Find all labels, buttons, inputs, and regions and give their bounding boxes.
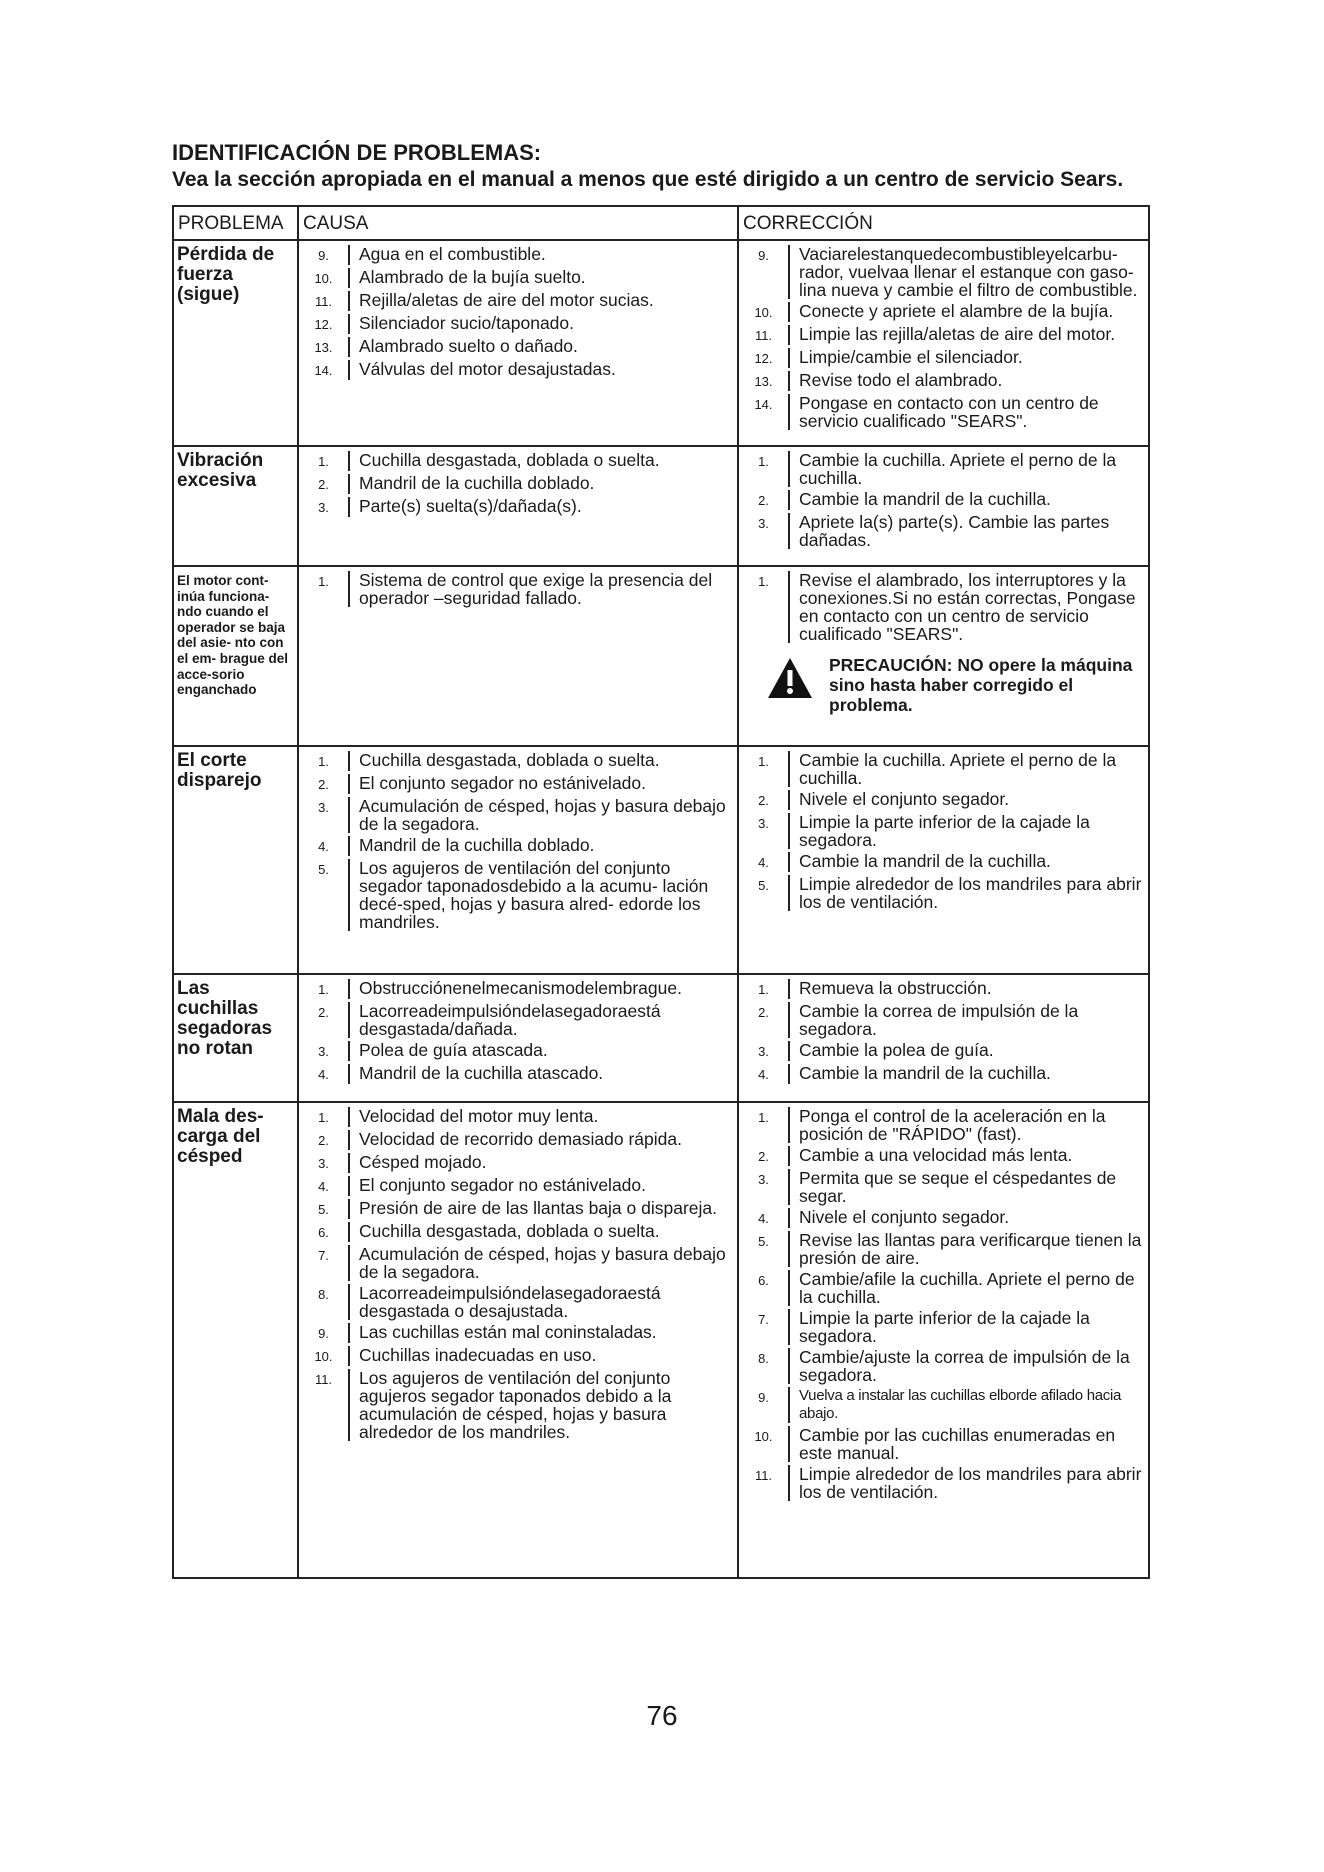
correction-cell [738,1102,1149,1578]
cause-item [299,1038,737,1061]
correction-item [739,571,1148,643]
item-number: 1. [739,751,790,787]
item-number: 10. [299,268,350,288]
correction-item [739,1061,1148,1084]
cause-item [299,1219,737,1242]
correction-text: Pongase en contacto con un centro de servicio cualificado "SEARS". [799,393,1099,431]
troubleshooting-table [172,205,1150,1579]
cause-text: Válvulas del motor desajustadas. [359,359,616,379]
item-number: 2. [739,1146,790,1166]
cause-text: El conjunto segador no estánivelado. [359,1175,647,1195]
warning-icon [767,657,813,699]
cause-item [299,1366,737,1441]
correction-text: Limpie/cambie el silenciador. [799,347,1023,367]
correction-text: Cambie la polea de guía. [799,1040,994,1060]
cause-item [299,1150,737,1173]
item-number: 11. [299,291,350,311]
correction-text: Revise el alambrado, los interruptores y la conexiones.Si no están correctas, Pongase en contacto con un centro de servicio cualificado "SEARS". [799,570,1136,644]
correction-item [739,1462,1148,1501]
item-number: 3. [739,1041,790,1061]
item-number: 10. [299,1346,350,1366]
cause-item [299,751,737,771]
cause-text: Obstrucciónenelmecanismodelembrague. [359,978,682,998]
item-number: 2. [299,774,350,794]
table-header-row [173,206,1149,240]
correction-item [739,299,1148,322]
cause-text: Polea de guía atascada. [359,1040,548,1060]
warning-block [739,655,1148,715]
correction-text: Nivele el conjunto segador. [799,789,1010,809]
cause-item [299,1127,737,1150]
table-row [173,446,1149,566]
problem-cell: Vibración excesiva [173,446,298,566]
item-number: 9. [299,1323,350,1343]
correction-item [739,751,1148,787]
cause-cell [298,240,738,446]
item-number: 11. [739,1465,790,1501]
correction-item [739,979,1148,999]
correction-text: Revise todo el alambrado. [799,370,1003,390]
correction-text: Revise las llantas para verificarque tienen la presión de aire. [799,1230,1142,1268]
cause-item [299,1242,737,1281]
table-row [173,240,1149,446]
item-number: 9. [739,245,790,299]
cause-text: Cuchilla desgastada, doblada o suelta. [359,450,660,470]
correction-text: Limpie las rejilla/aletas de aire del motor. [799,324,1116,344]
cause-item [299,471,737,494]
cause-text: Presión de aire de las llantas baja o dispareja. [359,1198,717,1218]
item-number: 1. [299,751,350,771]
item-number: 1. [739,571,790,643]
item-number: 9. [739,1387,790,1423]
cause-text: El conjunto segador no estánivelado. [359,773,647,793]
cause-item [299,833,737,856]
item-number: 3. [299,497,350,517]
item-number: 3. [299,1041,350,1061]
problem-cell: Pérdida de fuerza (sigue) [173,240,298,446]
cause-text: Velocidad de recorrido demasiado rápida. [359,1129,682,1149]
page-title: IDENTIFICACIÓN DE PROBLEMAS: [172,140,542,165]
header-problem: PROBLEMA [173,206,298,240]
cause-cell [298,446,738,566]
item-number: 6. [739,1270,790,1306]
correction-text: Cambie a una velocidad más lenta. [799,1145,1073,1165]
cause-text: Acumulación de césped, hojas y basura debajo de la segadora. [359,796,726,834]
correction-cell [738,746,1149,974]
correction-text: Apriete la(s) parte(s). Cambie las partes dañadas. [799,512,1110,550]
correction-text: Vaciarelestanquedecombustibleyelcarbu- rador, vuelvaa llenar el estanque con gaso- lina nueva y cambie el filtro de combustible. [799,244,1138,300]
item-number: 3. [299,1153,350,1173]
problem-cell: El motor cont- inúa funciona- ndo cuando el operador se baja del asie- nto con el em- brague del acce-sorio enganchado [173,566,298,746]
cause-text: Velocidad del motor muy lenta. [359,1106,599,1126]
item-number: 4. [299,1176,350,1196]
problem-cell: El corte disparejo [173,746,298,974]
item-number: 2. [739,790,790,810]
item-number: 1. [739,1107,790,1143]
item-number: 14. [739,394,790,430]
item-number: 14. [299,360,350,380]
correction-text: Limpie alrededor de los mandriles para abrir los de ventilación. [799,1464,1142,1502]
correction-cell [738,566,1149,746]
item-number: 4. [739,852,790,872]
cause-text: Mandril de la cuchilla atascado. [359,1063,604,1083]
item-number: 2. [739,1002,790,1038]
item-number: 4. [299,1064,350,1084]
cause-text: Parte(s) suelta(s)/dañada(s). [359,496,582,516]
table-row [173,566,1149,746]
correction-item [739,810,1148,849]
cause-item [299,771,737,794]
cause-item [299,1196,737,1219]
correction-text: Cambie/ajuste la correa de impulsión de la segadora. [799,1347,1130,1385]
item-number: 5. [739,1231,790,1267]
correction-item [739,451,1148,487]
correction-item [739,245,1148,299]
item-number: 7. [739,1309,790,1345]
item-number: 13. [299,337,350,357]
cause-item [299,311,737,334]
correction-text: Limpie la parte inferior de la cajade la segadora. [799,1308,1090,1346]
cause-item [299,357,737,380]
warning-text: PRECAUCIÓN: NO opere la máquina sino hasta haber corregido el problema. [829,655,1133,715]
correction-text: Cambie la mandril de la cuchilla. [799,489,1051,509]
cause-text: Sistema de control que exige la presencia del operador –seguridad fallado. [359,570,713,608]
cause-item [299,856,737,931]
correction-item [739,1166,1148,1205]
correction-item [739,1143,1148,1166]
item-number: 11. [739,325,790,345]
item-number: 5. [739,875,790,911]
cause-text: Mandril de la cuchilla doblado. [359,835,595,855]
correction-item [739,849,1148,872]
correction-text: Cambie la correa de impulsión de la segadora. [799,1001,1079,1039]
header-cause: CAUSA [298,206,738,240]
correction-item [739,487,1148,510]
cause-item [299,979,737,999]
cause-item [299,265,737,288]
cause-item [299,1107,737,1127]
item-number: 2. [299,1002,350,1038]
correction-item [739,510,1148,549]
table-row [173,1102,1149,1578]
item-number: 1. [299,571,350,607]
cause-text: Los agujeros de ventilación del conjunto segador taponadosdebido a la acumu- lación decé-sped, hojas y basura alred- edorde los mandriles. [359,858,709,932]
item-number: 4. [299,836,350,856]
item-number: 5. [299,1199,350,1219]
correction-text: Limpie la parte inferior de la cajade la segadora. [799,812,1090,850]
correction-item [739,1038,1148,1061]
correction-item [739,1306,1148,1345]
item-number: 12. [739,348,790,368]
item-number: 10. [739,302,790,322]
correction-item [739,1423,1148,1462]
correction-text: Conecte y apriete el alambre de la bujía. [799,301,1114,321]
cause-text: Alambrado de la bujía suelto. [359,267,586,287]
cause-item [299,794,737,833]
item-number: 1. [739,979,790,999]
page-subtitle: Vea la sección apropiada en el manual a menos que esté dirigido a un centro de servicio Sears. [172,168,1124,191]
correction-text: Cambie la cuchilla. Apriete el perno de la cuchilla. [799,450,1117,488]
correction-text: Cambie por las cuchillas enumeradas en este manual. [799,1425,1116,1463]
item-number: 3. [739,513,790,549]
correction-item [739,787,1148,810]
correction-item [739,1267,1148,1306]
header-correction: CORRECCIÓN [738,206,1149,240]
cause-item [299,245,737,265]
cause-text: Rejilla/aletas de aire del motor sucias. [359,290,654,310]
correction-text: Remueva la obstrucción. [799,978,992,998]
item-number: 1. [299,979,350,999]
item-number: 3. [299,797,350,833]
cause-cell [298,746,738,974]
item-number: 10. [739,1426,790,1462]
item-number: 2. [299,1130,350,1150]
table-row [173,974,1149,1102]
cause-cell [298,566,738,746]
cause-item [299,451,737,471]
cause-text: Las cuchillas están mal coninstaladas. [359,1322,657,1342]
correction-item [739,1205,1148,1228]
cause-text: Lacorreadeimpulsióndelasegadoraestá desgastada o desajustada. [359,1283,661,1321]
cause-text: Los agujeros de ventilación del conjunto agujeros segador taponados debido a la acumulación de césped, hojas y basura alrededor de los mandriles. [359,1368,672,1442]
item-number: 7. [299,1245,350,1281]
cause-cell [298,1102,738,1578]
cause-item [299,571,737,607]
cause-text: Silenciador sucio/taponado. [359,313,575,333]
cause-item [299,1061,737,1084]
correction-text: Cambie/afile la cuchilla. Apriete el perno de la cuchilla. [799,1269,1135,1307]
cause-text: Lacorreadeimpulsióndelasegadoraestá desgastada/dañada. [359,1001,661,1039]
cause-item [299,1173,737,1196]
cause-item [299,288,737,311]
item-number: 1. [739,451,790,487]
correction-item [739,1228,1148,1267]
cause-text: Acumulación de césped, hojas y basura debajo de la segadora. [359,1244,726,1282]
correction-text: Cambie la cuchilla. Apriete el perno de la cuchilla. [799,750,1117,788]
correction-cell [738,446,1149,566]
correction-item [739,1384,1148,1423]
cause-item [299,1281,737,1320]
correction-text: Cambie la mandril de la cuchilla. [799,1063,1051,1083]
item-number: 13. [739,371,790,391]
problem-cell: Las cuchillas segadoras no rotan [173,974,298,1102]
item-number: 3. [739,1169,790,1205]
item-number: 4. [739,1208,790,1228]
correction-item [739,322,1148,345]
table-body [173,240,1149,1578]
table-row [173,746,1149,974]
item-number: 9. [299,245,350,265]
correction-cell [738,974,1149,1102]
cause-text: Cuchilla desgastada, doblada o suelta. [359,1221,660,1241]
correction-text: Permita que se seque el céspedantes de segar. [799,1168,1117,1206]
item-number: 1. [299,451,350,471]
correction-item [739,872,1148,911]
correction-item [739,345,1148,368]
cause-item [299,1343,737,1366]
correction-item [739,1107,1148,1143]
item-number: 11. [299,1369,350,1441]
cause-text: Agua en el combustible. [359,244,546,264]
item-number: 1. [299,1107,350,1127]
page-number: 76 [646,1700,678,1731]
item-number: 12. [299,314,350,334]
correction-text: Vuelva a instalar las cuchillas elborde afilado hacia abajo. [799,1387,1122,1422]
item-number: 4. [739,1064,790,1084]
correction-item [739,391,1148,430]
correction-item [739,1345,1148,1384]
cause-cell [298,974,738,1102]
item-number: 5. [299,859,350,931]
cause-text: Mandril de la cuchilla doblado. [359,473,595,493]
cause-item [299,999,737,1038]
item-number: 2. [739,490,790,510]
item-number: 6. [299,1222,350,1242]
item-number: 3. [739,813,790,849]
correction-item [739,999,1148,1038]
cause-item [299,494,737,517]
cause-item [299,1320,737,1343]
correction-cell [738,240,1149,446]
item-number: 8. [299,1284,350,1320]
cause-text: Alambrado suelto o dañado. [359,336,578,356]
cause-text: Cuchilla desgastada, doblada o suelta. [359,750,660,770]
correction-text: Ponga el control de la aceleración en la posición de "RÁPIDO" (fast). [799,1106,1106,1144]
item-number: 2. [299,474,350,494]
item-number: 8. [739,1348,790,1384]
correction-text: Limpie alrededor de los mandriles para abrir los de ventilación. [799,874,1142,912]
problem-cell: Mala des- carga del césped [173,1102,298,1578]
correction-item [739,368,1148,391]
cause-text: Cuchillas inadecuadas en uso. [359,1345,597,1365]
correction-text: Cambie la mandril de la cuchilla. [799,851,1051,871]
correction-text: Nivele el conjunto segador. [799,1207,1010,1227]
cause-item [299,334,737,357]
cause-text: Césped mojado. [359,1152,487,1172]
